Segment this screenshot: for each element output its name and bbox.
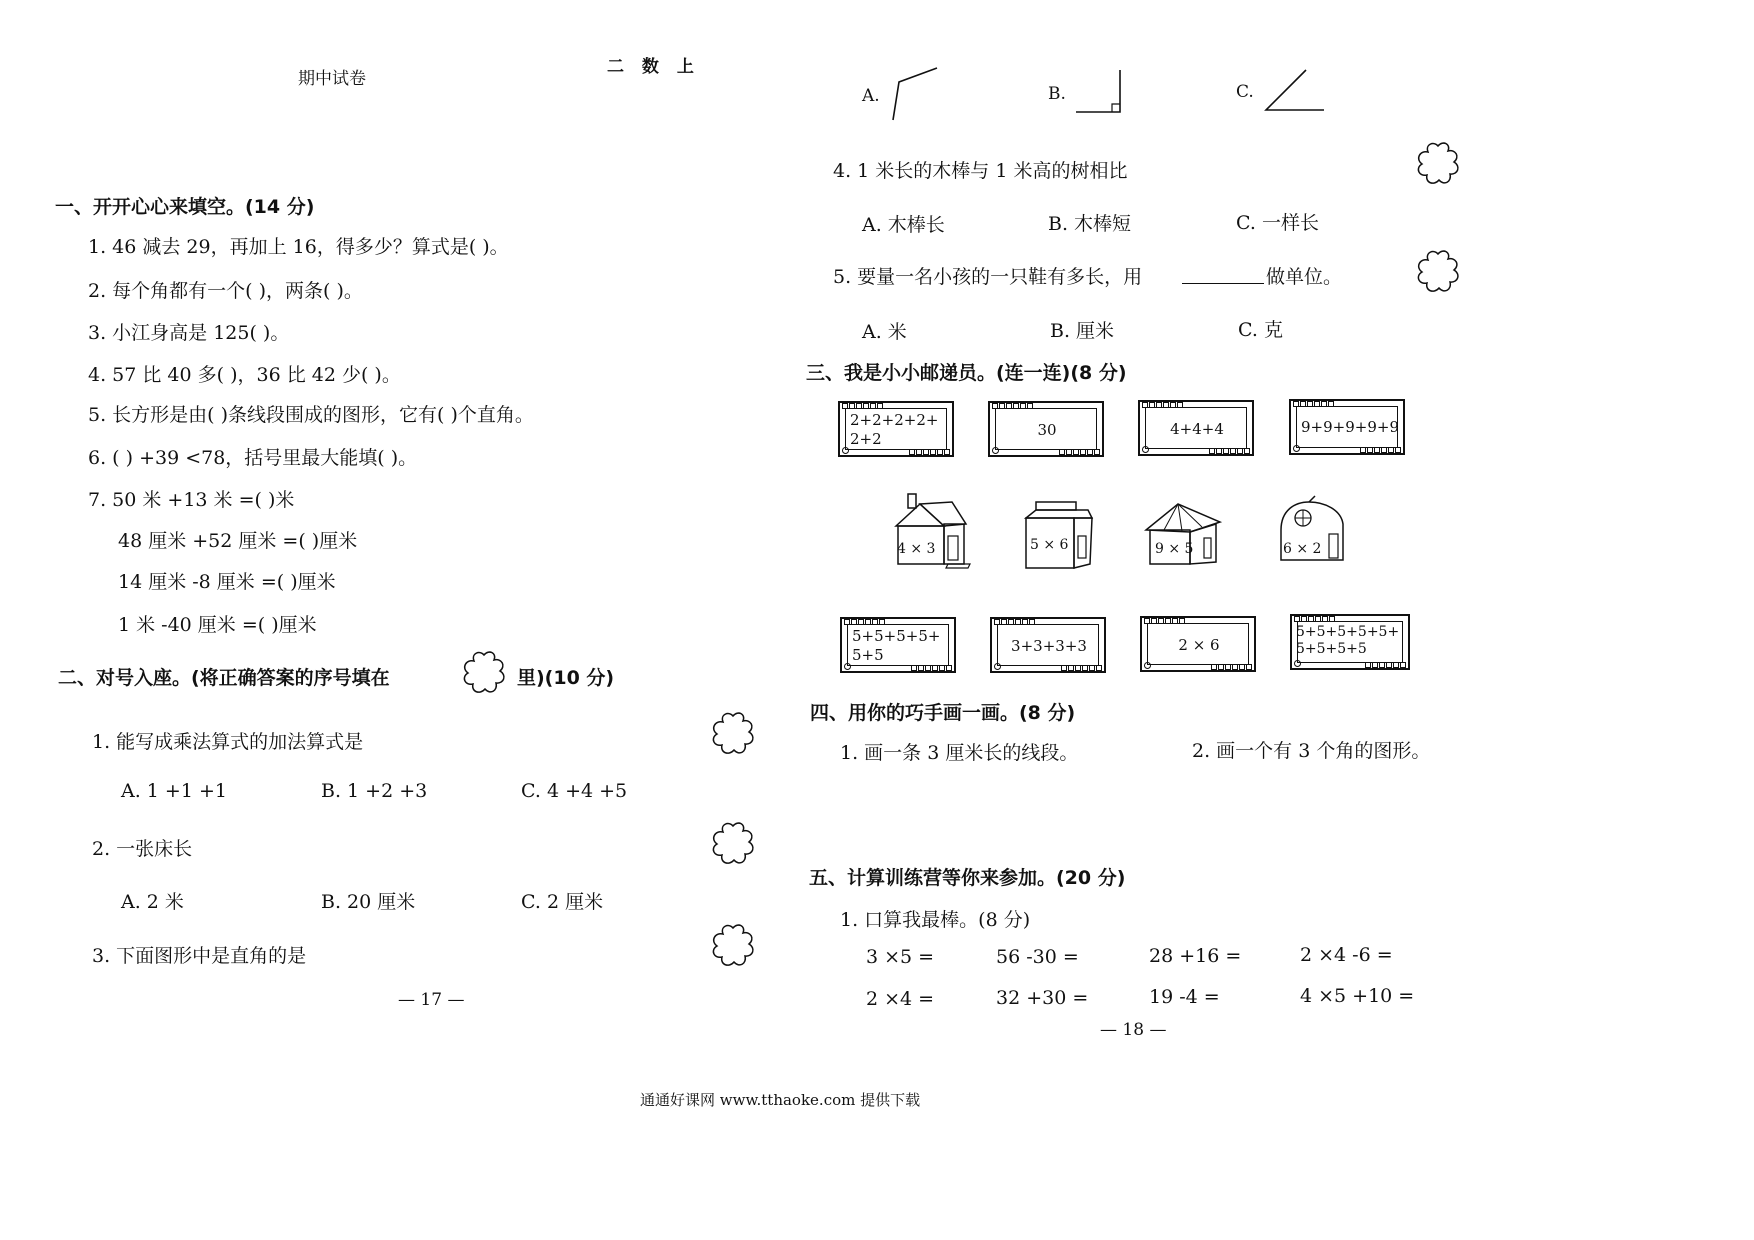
letter-card[interactable] — [990, 617, 1106, 673]
card-line: 5+5+5+5+5+ — [1296, 624, 1400, 640]
footer-credit: 通通好课网 www.tthaoke.com 提供下载 — [640, 1091, 921, 1109]
page-number-left: — 17 — — [398, 990, 465, 1010]
card-line: 9+9+9+9+9 — [1301, 418, 1399, 436]
sec1-item: 1 米 -40 厘米 =( )厘米 — [118, 614, 317, 636]
q1-option: C. 4 +4 +5 — [521, 780, 628, 802]
q4-option: B. 木棒短 — [1048, 213, 1132, 235]
sec1-item: 48 厘米 +52 厘米 =( )厘米 — [118, 530, 358, 552]
card-line: 30 — [1037, 421, 1057, 439]
card-line: 3+3+3+3 — [1011, 637, 1087, 655]
house-label: 4 × 3 — [897, 541, 936, 557]
q5-blank[interactable] — [1182, 283, 1264, 284]
sec2-q5-tail: 做单位。 — [1266, 266, 1343, 288]
calc-item: 2 ×4 -6 = — [1300, 944, 1393, 966]
sec5-sub: 1. 口算我最棒。(8 分) — [840, 909, 1031, 931]
card-line: 5+5+5+5+ — [852, 627, 941, 645]
q3-option-a: A. — [862, 86, 880, 106]
house-icon[interactable] — [1142, 500, 1224, 570]
answer-flower-icon[interactable] — [1412, 138, 1464, 190]
q3-option-c: C. — [1236, 82, 1254, 102]
card-line: 5+5+5+5 — [1296, 641, 1367, 657]
calc-item: 4 ×5 +10 = — [1300, 985, 1415, 1007]
q4-option: A. 木棒长 — [862, 214, 945, 236]
answer-flower-icon — [458, 647, 510, 699]
letter-card[interactable] — [1289, 399, 1405, 455]
card-line: 2+2 — [850, 430, 882, 448]
section2-title: 二、对号入座。(将正确答案的序号填在 — [58, 667, 390, 689]
sec4-item: 2. 画一个有 3 个角的图形。 — [1192, 740, 1431, 762]
letter-card[interactable] — [1290, 614, 1410, 670]
answer-flower-icon[interactable] — [707, 920, 759, 972]
sec2-q5: 5. 要量一名小孩的一只鞋有多长，用 — [833, 266, 1143, 288]
letter-card[interactable] — [1138, 400, 1254, 456]
acute-angle-icon — [1260, 66, 1330, 116]
card-line: 5+5 — [852, 646, 884, 664]
right-angle-icon — [1072, 66, 1132, 118]
q3-option-b: B. — [1048, 84, 1066, 104]
sec1-item: 2. 每个角都有一个( )，两条( )。 — [88, 280, 363, 302]
book-label: 二 数 上 — [607, 57, 700, 77]
house-icon[interactable] — [1022, 498, 1096, 574]
sec1-item: 4. 57 比 40 多( )，36 比 42 少( )。 — [88, 364, 401, 386]
letter-card[interactable] — [838, 401, 954, 457]
calc-item: 56 -30 = — [996, 946, 1079, 968]
q5-option: C. 克 — [1238, 319, 1283, 341]
card-line: 2+2+2+2+ — [850, 411, 939, 429]
section1-title: 一、开开心心来填空。(14 分) — [55, 196, 315, 218]
obtuse-angle-icon — [885, 62, 945, 124]
q2-option: B. 20 厘米 — [321, 891, 416, 913]
sec1-item: 1. 46 减去 29，再加上 16，得多少？算式是( )。 — [88, 236, 509, 258]
section4-title: 四、用你的巧手画一画。(8 分) — [810, 702, 1076, 724]
section5-title: 五、计算训练营等你来参加。(20 分) — [809, 867, 1126, 889]
q1-option: B. 1 +2 +3 — [321, 780, 428, 802]
calc-item: 2 ×4 = — [866, 988, 935, 1010]
answer-flower-icon[interactable] — [707, 708, 759, 760]
q1-option: A. 1 +1 +1 — [121, 780, 227, 802]
page-number-right: — 18 — — [1100, 1020, 1167, 1040]
sec4-item: 1. 画一条 3 厘米长的线段。 — [840, 742, 1079, 764]
house-icon[interactable] — [890, 492, 972, 572]
answer-flower-icon[interactable] — [1412, 246, 1464, 298]
q4-option: C. 一样长 — [1236, 212, 1319, 234]
q2-option: A. 2 米 — [121, 891, 184, 913]
q5-option: B. 厘米 — [1050, 320, 1115, 342]
letter-card[interactable] — [1140, 616, 1256, 672]
calc-item: 19 -4 = — [1149, 986, 1220, 1008]
answer-flower-icon[interactable] — [707, 818, 759, 870]
card-line: 2 × 6 — [1178, 636, 1220, 654]
exam-label: 期中试卷 — [298, 69, 366, 89]
sec2-q1: 1. 能写成乘法算式的加法算式是 — [92, 731, 364, 753]
q2-option: C. 2 厘米 — [521, 891, 604, 913]
sec1-item: 3. 小江身高是 125( )。 — [88, 322, 290, 344]
sec1-item: 5. 长方形是由( )条线段围成的图形，它有( )个直角。 — [88, 404, 534, 426]
house-label: 6 × 2 — [1283, 541, 1322, 557]
calc-item: 28 +16 = — [1149, 945, 1242, 967]
house-label: 5 × 6 — [1030, 537, 1069, 553]
section3-title: 三、我是小小邮递员。(连一连)(8 分) — [806, 362, 1127, 384]
sec1-item: 6. ( ) +39 <78，括号里最大能填( )。 — [88, 447, 418, 469]
calc-item: 3 ×5 = — [866, 946, 935, 968]
letter-card[interactable] — [840, 617, 956, 673]
sec1-item: 14 厘米 -8 厘米 =( )厘米 — [118, 571, 336, 593]
card-line: 4+4+4 — [1170, 420, 1224, 438]
sec2-q2: 2. 一张床长 — [92, 838, 193, 860]
letter-card[interactable] — [988, 401, 1104, 457]
calc-item: 32 +30 = — [996, 987, 1089, 1009]
sec1-item: 7. 50 米 +13 米 =( )米 — [88, 489, 295, 511]
sec2-q3: 3. 下面图形中是直角的是 — [92, 945, 307, 967]
section2-title-tail: 里)(10 分) — [517, 667, 615, 689]
q5-option: A. 米 — [862, 321, 907, 343]
sec2-q4: 4. 1 米长的木棒与 1 米高的树相比 — [833, 160, 1128, 182]
house-label: 9 × 5 — [1155, 541, 1194, 557]
